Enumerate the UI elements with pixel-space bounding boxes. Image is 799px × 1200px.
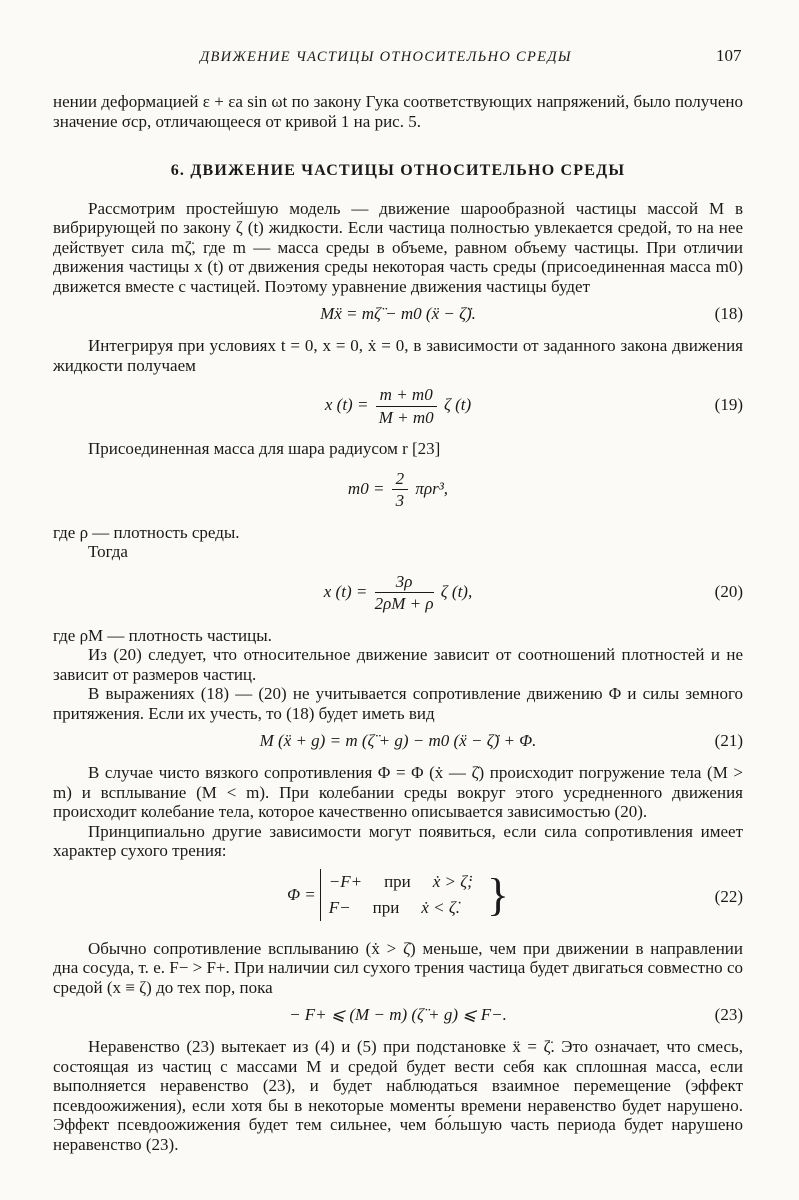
equation-22-case-1 <box>329 869 473 895</box>
equation-20-rhs: ζ (t), <box>440 581 473 601</box>
equation-m0-rhs: πρr³, <box>415 478 449 498</box>
right-brace: } <box>486 868 509 920</box>
equation-22 <box>53 869 743 931</box>
page-number: 107 <box>716 46 742 65</box>
equation-21 <box>53 731 743 755</box>
case-2-value: F− <box>328 897 351 917</box>
case-1-value: −F+ <box>328 871 363 891</box>
equation-23 <box>53 1005 743 1029</box>
paragraph-2: Интегрируя при условиях t = 0, x = 0, ẋ = 0, в зависимости от заданного закона движения жидкости получаем <box>53 336 743 375</box>
equation-19-denominator: M + m0 <box>378 407 434 427</box>
equation-19-fraction <box>376 385 437 427</box>
paragraph-6: где ρM — плотность частицы. <box>53 625 272 645</box>
equation-20-lhs: x (t) = <box>323 581 368 601</box>
paragraph-9: В случае чисто вязкого сопротивления Φ = Φ (ẋ — ζ̇) происходит погружение тела (M > m) и всплывание (M < m). При колебании среды вокруг этого усредненного движения происходит колебание тела, которое качественно описывается зависимостью (20). <box>53 763 743 821</box>
equation-m0 <box>53 467 743 515</box>
equation-m0-denominator: 3 <box>395 491 405 510</box>
equation-22-case-2 <box>329 895 473 921</box>
case-2-condition: ẋ < ζ̇. <box>421 897 460 917</box>
equation-22-number: (22) <box>714 886 743 906</box>
equation-19 <box>53 383 743 431</box>
page-header <box>0 44 799 70</box>
section-title: 6. ДВИЖЕНИЕ ЧАСТИЦЫ ОТНОСИТЕЛЬНО СРЕДЫ <box>170 162 626 179</box>
page-body <box>53 92 743 1154</box>
equation-20-numerator: 3ρ <box>375 572 434 594</box>
intro-paragraph: нении деформацией ε + εa sin ωt по закону Гука соответствующих напряжений, было получено значение σср, отличающееся от кривой 1 на рис. 5. <box>53 92 743 131</box>
equation-18-expr: Mẍ = mζ̈ − m0 (ẍ − ζ̈). <box>320 304 476 323</box>
paragraph-10: Принципиально другие зависимости могут появиться, если сила сопротивления имеет характер сухого трения: <box>53 821 743 860</box>
paragraph-8: В выражениях (18) — (20) не учитывается сопротивление движению Φ и силы земного притяжения. Если их учесть, то (18) будет иметь вид <box>53 684 743 723</box>
equation-23-number: (23) <box>714 1005 743 1024</box>
paragraph-4: где ρ — плотность среды. <box>53 522 240 542</box>
paragraph-12: Неравенство (23) вытекает из (4) и (5) при подстановке ẍ = ζ̈. Это означает, что смесь, состоящая из частиц с массами M и средой будет вести себя как сплошная масса, если выполняется неравенство (23), и будет наблюдаться взаимное перемещение (эффект псевдоожижения), если хотя бы в некоторые моменты времени неравенство будет нарушено. Эффект псевдоожижения будет тем сильнее, чем бо́льшую часть периода будет нарушено неравенство (23). <box>53 1037 743 1154</box>
case-1-condition: ẋ > ζ̇; <box>432 871 473 891</box>
equation-18-number: (18) <box>714 304 743 323</box>
case-2-word: при <box>372 897 400 917</box>
equation-18 <box>53 304 743 328</box>
equation-19-lhs: x (t) = <box>324 394 369 414</box>
equation-21-number: (21) <box>714 731 743 750</box>
equation-20-denominator: 2ρM + ρ <box>374 594 434 613</box>
case-1-word: при <box>384 871 411 891</box>
paragraph-1: Рассмотрим простейшую модель — движение шарообразной частицы массой M в вибрирующей по закону ζ (t) жидкости. Если частица полностью увлекается средой, то на нее действует сила mζ̈, где m — масса среды в объеме, равном объему частицы. При отличии движения частицы x (t) от движения среды некоторая часть среды (присоединенная масса m0) движется вместе с частицей. Поэтому уравнение движения частицы будет <box>53 198 743 296</box>
paragraph-7: Из (20) следует, что относительное движение зависит от соотношений плотностей и не зависит от размеров частиц. <box>53 645 743 684</box>
equation-20-fraction <box>375 572 434 614</box>
equation-21-expr: M (ẍ + g) = m (ζ̈ + g) − m0 (ẍ − ζ̈) + Φ. <box>259 731 537 750</box>
paragraph-11: Обычно сопротивление всплыванию (ẋ > ζ̇) меньше, чем при движении в направлении дна сосуда, т. е. F− > F+. При наличии сил сухого трения частица будет двигаться совместно со средой (x ≡ ζ) до тех пор, пока <box>53 938 743 997</box>
paragraph-5: Тогда <box>88 542 128 561</box>
paragraph-3: Присоединенная масса для шара радиусом r [23] <box>88 439 441 458</box>
equation-m0-lhs: m0 = <box>347 478 385 498</box>
equation-20-number: (20) <box>714 581 743 601</box>
equation-23-expr: − F+ ⩽ (M − m) (ζ̈ + g) ⩽ F−. <box>289 1005 507 1024</box>
running-title: ДВИЖЕНИЕ ЧАСТИЦЫ ОТНОСИТЕЛЬНО СРЕДЫ <box>200 49 572 65</box>
equation-m0-numerator: 2 <box>392 469 409 491</box>
equation-m0-fraction <box>392 469 409 511</box>
equation-19-number: (19) <box>714 395 743 414</box>
equation-19-numerator: m + m0 <box>376 385 437 407</box>
equation-19-rhs: ζ (t) <box>443 394 472 414</box>
equation-20 <box>53 570 743 618</box>
equation-22-lhs: Φ = <box>287 884 316 904</box>
equation-22-cases <box>320 869 483 921</box>
